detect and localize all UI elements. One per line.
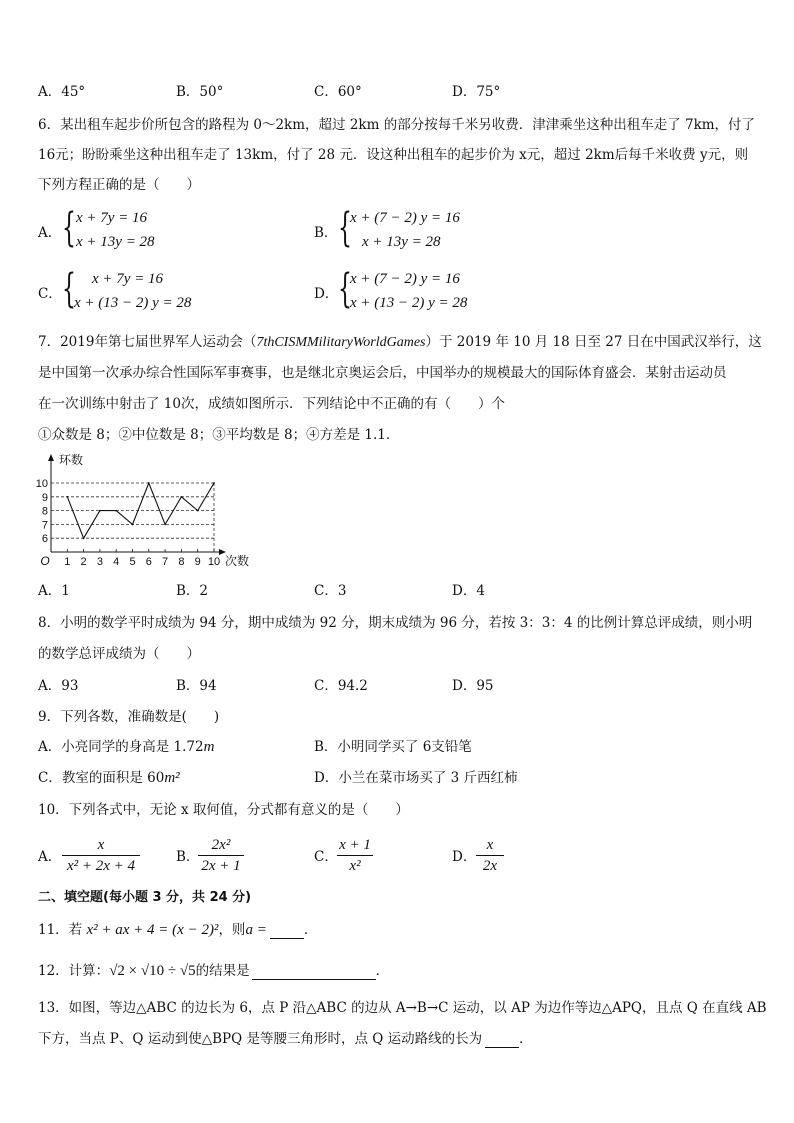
numerator: x + 1 bbox=[337, 836, 373, 856]
denominator: 2x bbox=[482, 858, 498, 874]
y-tick-label: 6 bbox=[41, 533, 48, 546]
q6-option-d-system bbox=[338, 266, 558, 317]
q8-stem-line-1: 8．小明的数学平时成绩为 94 分，期中成绩为 92 分，期末成绩为 96 分，若按 3：3：4 的比例计算总评成绩，则小明 bbox=[38, 615, 753, 631]
text-segment: ，则 bbox=[218, 922, 246, 938]
q9-option-c bbox=[38, 769, 180, 787]
q10-option-b-label: B． bbox=[176, 849, 200, 865]
q8-option-b: B．94 bbox=[176, 678, 217, 694]
y-tick-label: 9 bbox=[41, 491, 48, 504]
text-segment: 12．计算： bbox=[38, 963, 110, 979]
equation-row: x + 7y = 16 bbox=[92, 271, 164, 287]
equation-row: x + (13 − 2) y = 28 bbox=[350, 295, 468, 311]
left-brace-icon: { bbox=[338, 266, 352, 312]
denominator: x² bbox=[349, 858, 361, 874]
x-tick-label: 6 bbox=[145, 556, 152, 568]
q9-option-a bbox=[38, 738, 214, 756]
data-point bbox=[181, 496, 183, 498]
y-tick-label: 10 bbox=[35, 478, 48, 490]
expression: √2 × √10 ÷ √5 bbox=[109, 963, 196, 979]
numerator: x bbox=[476, 836, 504, 856]
left-brace-icon: { bbox=[338, 205, 352, 251]
answer-blank[interactable] bbox=[485, 1033, 519, 1048]
event-name-italic: 7thCISMMilitaryWorldGames bbox=[256, 335, 426, 350]
q5-option-b: B．50° bbox=[176, 84, 224, 100]
data-point bbox=[83, 537, 85, 539]
data-point bbox=[197, 510, 199, 512]
q10-option-a-fraction bbox=[62, 836, 140, 875]
data-point bbox=[213, 482, 215, 484]
data-point bbox=[132, 524, 134, 526]
q7-option-c: C．3 bbox=[314, 583, 347, 599]
left-brace-icon: { bbox=[62, 266, 76, 312]
x-tick-label: 9 bbox=[194, 556, 201, 568]
equation-row: x + 13y = 28 bbox=[362, 234, 441, 250]
q10-option-c-label: C． bbox=[314, 849, 338, 865]
numerator: x bbox=[62, 836, 140, 856]
text-segment: C．教室的面积是 60 bbox=[38, 770, 165, 786]
numerator: 2x² bbox=[198, 836, 244, 856]
text-segment: ）于 2019 年 10 月 18 日至 27 日在中国武汉举行，这 bbox=[425, 334, 762, 350]
section-heading: 二、填空题(每小题 3 分，共 24 分) bbox=[38, 890, 252, 905]
data-point bbox=[148, 482, 150, 484]
q6-option-b-label: B． bbox=[314, 225, 338, 241]
q7-stem-line-4: ①众数是 8；②中位数是 8；③平均数是 8；④方差是 1.1． bbox=[38, 427, 400, 443]
x-tick-label: 2 bbox=[80, 556, 87, 568]
q7-stem-line-1 bbox=[38, 333, 762, 352]
q6-stem-line-3: 下列方程正确的是（ ） bbox=[38, 177, 200, 193]
data-point bbox=[66, 496, 68, 498]
q8-option-d: D．95 bbox=[452, 678, 494, 694]
x-tick-label: 5 bbox=[129, 556, 136, 568]
q13-stem-line-2 bbox=[38, 1030, 533, 1048]
x-tick-label: 3 bbox=[96, 556, 103, 568]
q6-option-c-system bbox=[62, 266, 282, 317]
x-tick-label: 4 bbox=[113, 556, 120, 568]
q10-option-d-label: D． bbox=[452, 849, 477, 865]
q7-stem-line-3: 在一次训练中射击了 10次，成绩如图所示．下列结论中不正确的有（ ）个 bbox=[38, 396, 505, 412]
q13-stem-line-1: 13．如图，等边△ABC 的边长为 6，点 P 沿△ABC 的边从 A→B→C 运动，以 AP 为边作等边△APQ，且点 Q 在直线 AB bbox=[38, 1000, 767, 1016]
denominator: x² + 2x + 4 bbox=[66, 858, 136, 874]
variable: a = bbox=[245, 922, 267, 938]
q6-stem-line-1: 6．某出租车起步价所包含的路程为 0～2km，超过 2km 的部分按每千米另收费．津津乘坐这种出租车走了 7km，付了 bbox=[38, 117, 756, 133]
x-tick-label: 10 bbox=[207, 556, 221, 568]
q8-option-c: C．94.2 bbox=[314, 678, 368, 694]
data-point bbox=[164, 524, 166, 526]
text-segment: 下方，当点 P、Q 运动到使△BPQ 是等腰三角形时，点 Q 运动路线的长为 bbox=[38, 1031, 483, 1047]
q5-option-a: A．45° bbox=[38, 84, 86, 100]
text-segment: 11．若 bbox=[38, 922, 87, 938]
q9-option-b: B．小明同学买了 6支铅笔 bbox=[314, 739, 472, 755]
q7-option-d: D．4 bbox=[452, 583, 485, 599]
q9-option-d: D．小兰在菜市场买了 3 斤西红柿 bbox=[314, 770, 518, 786]
q6-option-d-label: D． bbox=[314, 286, 339, 302]
q8-option-a: A．93 bbox=[38, 678, 79, 694]
text-segment: 的结果是 bbox=[195, 963, 250, 979]
equation-row: x + 7y = 16 bbox=[76, 210, 148, 226]
text-segment: ． bbox=[375, 963, 390, 979]
equation-row: x + 13y = 28 bbox=[76, 234, 155, 250]
text-segment: 7．2019年第七届世界军人运动会（ bbox=[38, 334, 257, 350]
y-axis-label: 环数 bbox=[59, 453, 84, 467]
q7-option-b: B．2 bbox=[176, 583, 209, 599]
x-tick-label: 7 bbox=[162, 556, 169, 568]
equation-row: x + (7 − 2) y = 16 bbox=[350, 210, 460, 226]
q10-stem: 10．下列各式中，无论 x 取何值，分式都有意义的是（ ） bbox=[38, 802, 409, 818]
q6-option-a-system bbox=[62, 205, 282, 256]
equation: x² + ax + 4 = (x − 2)² bbox=[86, 922, 219, 938]
q10-option-c-fraction bbox=[337, 836, 373, 875]
q7-option-a: A．1 bbox=[38, 583, 70, 599]
q10-option-a-label: A． bbox=[38, 849, 62, 865]
text-segment: A．小亮同学的身高是 1.72 bbox=[38, 739, 204, 755]
y-tick-label: 8 bbox=[41, 505, 48, 518]
left-brace-icon: { bbox=[62, 205, 76, 251]
q8-stem-line-2: 的数学总评成绩为（ ） bbox=[38, 646, 200, 662]
q5-option-d: D．75° bbox=[452, 84, 501, 100]
q10-option-b-fraction bbox=[198, 836, 244, 875]
denominator: 2x + 1 bbox=[201, 858, 241, 874]
q6-option-a-label: A． bbox=[38, 225, 62, 241]
unit: m² bbox=[164, 770, 180, 786]
q7-stem-line-2: 是中国第一次承办综合性国际军事赛事，也是继北京奥运会后，中国举办的规模最大的国际体育盛会．某射击运动员 bbox=[38, 365, 727, 381]
x-tick-label: 1 bbox=[64, 556, 71, 568]
q6-option-b-system bbox=[338, 205, 558, 256]
q6-option-c-label: C． bbox=[38, 286, 62, 302]
answer-blank[interactable] bbox=[270, 924, 304, 939]
y-tick-label: 7 bbox=[41, 519, 48, 532]
unit: m bbox=[203, 739, 215, 755]
q12 bbox=[38, 962, 389, 980]
equation-row: x + (7 − 2) y = 16 bbox=[350, 271, 460, 287]
data-point bbox=[115, 510, 117, 512]
q10-option-d-fraction bbox=[476, 836, 504, 875]
q5-option-c: C．60° bbox=[314, 84, 362, 100]
text-segment: ． bbox=[519, 1031, 533, 1047]
origin-label: O bbox=[40, 554, 50, 568]
q9-stem: 9．下列各数，准确数是( ) bbox=[38, 709, 220, 725]
q11 bbox=[38, 921, 317, 939]
line-chart bbox=[34, 452, 274, 574]
answer-blank[interactable] bbox=[252, 965, 376, 980]
q6-stem-line-2: 16元；盼盼乘坐这种出租车走了 13km，付了 28 元．设这种出租车的起步价为 x元，超过 2km后每千米收费 y元，则 bbox=[38, 147, 749, 163]
x-axis-label: 次数 bbox=[225, 554, 250, 568]
x-tick-label: 8 bbox=[178, 556, 185, 568]
y-axis-arrow-icon bbox=[48, 454, 54, 461]
data-point bbox=[99, 510, 101, 512]
text-segment: ． bbox=[303, 922, 318, 938]
equation-row: x + (13 − 2) y = 28 bbox=[74, 295, 192, 311]
